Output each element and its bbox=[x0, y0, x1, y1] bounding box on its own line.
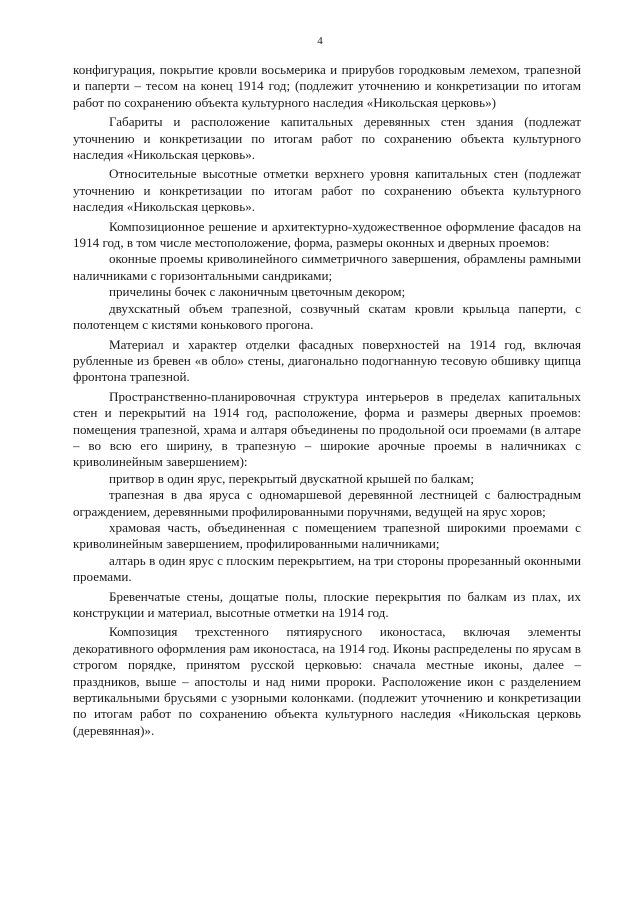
paragraph-facade-finish: Материал и характер отделки фасадных поверхностей на 1914 год, включая рубленные из бревен «в обло» стены, диагонально подогнанную тесовую обшивку щипца фронтона трапезной. bbox=[73, 336, 581, 385]
paragraph-facade-composition: Композиционное решение и архитектурно-художественное оформление фасадов на 1914 год, в том числе местоположение, форма, размеры оконных и дверных проемов: bbox=[73, 218, 581, 251]
list-item-barrel-boards: причелины бочек с лаконичным цветочным декором; bbox=[109, 284, 406, 300]
paragraph-log-walls: Бревенчатые стены, дощатые полы, плоские перекрытия по балкам из плах, их конструкции и материал, высотные отметки на 1914 год. bbox=[73, 588, 581, 620]
list-item-temple-part: храмовая часть, объединенная с помещением трапезной широкими проемами с криволинейным завершением, профилированными наличниками; bbox=[73, 519, 581, 552]
document-body bbox=[73, 62, 581, 739]
paragraph-height-marks: Относительные высотные отметки верхнего уровня капитальных стен (подлежат уточнению и конкретизации по итогам работ по сохранению объекта культурного наследия «Никольская церковь». bbox=[73, 166, 581, 215]
paragraph-interior-structure: Пространственно-планировочная структура интерьеров в пределах капитальных стен и перекрытий на 1914 год, расположение, форма и размеры дверных проемов: помещения трапезной, храма и алтаря объединены по продольной оси проемами (в алтаре – во всю его ширину, в трапезную – широкие арочные проемы в наличниках с криволинейным завершением): bbox=[73, 388, 581, 470]
list-item-window-openings: оконные проемы криволинейного симметричного завершения, обрамлены рамными наличниками с горизонтальными сандриками; bbox=[73, 251, 581, 283]
list-item-vestibule: притвор в один ярус, перекрытый двускатной крышей по балкам; bbox=[109, 470, 474, 486]
paragraph-wall-dimensions: Габариты и расположение капитальных деревянных стен здания (подлежат уточнению и конкретизации по итогам работ по сохранению объекта культурного наследия «Никольская церковь». bbox=[73, 114, 581, 163]
page-number: 4 bbox=[317, 35, 323, 47]
list-item-altar: алтарь в один ярус с плоским перекрытием, на три стороны прорезанный оконными проемами. bbox=[73, 552, 581, 585]
list-item-refectory: трапезная в два яруса с одномаршевой деревянной лестницей с балюстрадным ограждением, деревянными профилированными поручнями, ведущей на ярус хоров; bbox=[73, 487, 581, 519]
list-item-refectory-volume: двухскатный объем трапезной, созвучный скатам кровли крыльца паперти, с полотенцем с кистями конькового прогона. bbox=[73, 300, 581, 333]
paragraph-roof-configuration: конфигурация, покрытие кровли восьмерика и прирубов городковым лемехом, трапезной и паперти – тесом на конец 1914 год; (подлежит уточнению и конкретизации по итогам работ по сохранению объекта культурного наследия «Никольская церковь») bbox=[73, 62, 581, 110]
paragraph-iconostasis: Композиция трехстенного пятиярусного иконостаса, включая элементы декоративного оформления рам иконостаса, на 1914 год. Иконы распределены по ярусам в строгом порядке, принятом русской церковью: сначала местные иконы, далее – праздников, выше – апостолы и над ними пророки. Расположение икон с разделением вертикальными брусьями с узорными колонками. (подлежит уточнению и конкретизации по итогам работ по сохранению объекта культурного наследия «Никольская церковь (деревянная)». bbox=[73, 624, 581, 738]
